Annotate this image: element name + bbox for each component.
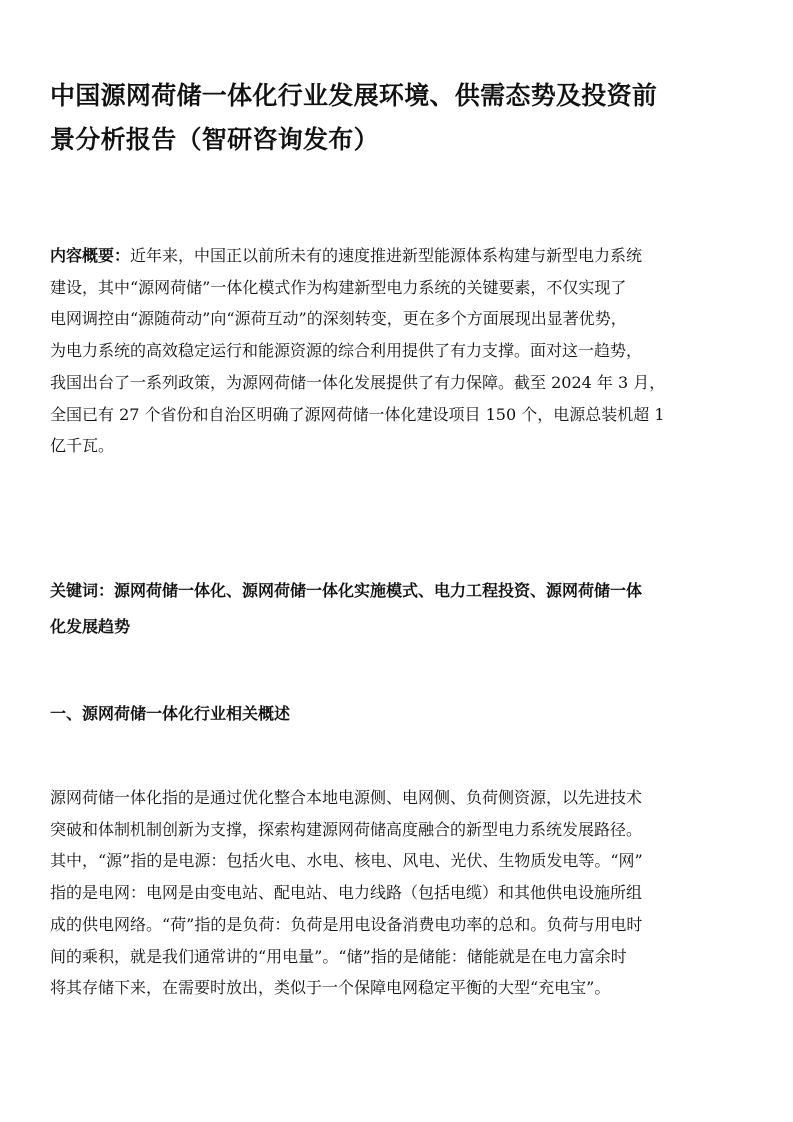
section-1-line-7: 将其存储下来，在需要时放出，类似于一个保障电网稳定平衡的大型“充电宝”。	[50, 978, 611, 998]
summary-line-1-text: 近年来，中国正以前所未有的速度推进新型能源体系构建与新型电力系统	[130, 246, 643, 265]
section-1-paragraph	[50, 782, 750, 1004]
title-line-2: 景分析报告（智研咨询发布）	[50, 125, 379, 154]
summary-line-5: 我国出台了一系列政策，为源网荷储一体化发展提供了有力保障。截至 2024 年 3 月，	[50, 372, 666, 392]
section-1-line-3: 其中，“源”指的是电源：包括火电、水电、核电、风电、光伏、生物质发电等。“网”	[50, 851, 643, 871]
section-1-line-5: 成的供电网络。“荷”指的是负荷：负荷是用电设备消费电功率的总和。负荷与用电时	[50, 914, 643, 934]
summary-line-3: 电网调控由“源随荷动”向“源荷互动”的深刻转变，更在多个方面展现出显著优势，	[50, 309, 627, 329]
title-line-1: 中国源网荷储一体化行业发展环境、供需态势及投资前	[50, 81, 658, 110]
summary-line-6: 全国已有 27 个省份和自治区明确了源网荷储一体化建设项目 150 个，电源总装机超 1	[50, 404, 665, 424]
summary-label: 内容概要：	[50, 246, 131, 265]
section-1-line-4: 指的是电网：电网是由变电站、配电站、电力线路（包括电缆）和其他供电设施所组	[50, 883, 643, 903]
summary-line-2: 建设，其中“源网荷储”一体化模式作为构建新型电力系统的关键要素，不仅实现了	[50, 277, 627, 297]
summary-line-7: 亿千瓦。	[50, 436, 115, 456]
summary-line-1	[50, 240, 750, 272]
section-1-line-6: 间的乘积，就是我们通常讲的“用电量”。“储”指的是储能：储能就是在电力富余时	[50, 946, 627, 966]
section-1-line-2: 突破和体制机制创新为支撑，探索构建源网荷储高度融合的新型电力系统发展路径。	[50, 819, 643, 839]
keywords-line-1: 关键词：源网荷储一体化、源网荷储一体化实施模式、电力工程投资、源网荷储一体	[50, 581, 643, 600]
summary-paragraph	[50, 240, 750, 462]
section-1-line-1: 源网荷储一体化指的是通过优化整合本地电源侧、电网侧、负荷侧资源，以先进技术	[50, 788, 643, 807]
summary-line-4: 为电力系统的高效稳定运行和能源资源的综合利用提供了有力支撑。面对这一趋势，	[50, 341, 643, 361]
keywords-paragraph	[50, 573, 750, 645]
keywords-line-2: 化发展趋势	[50, 617, 131, 636]
document-title	[50, 74, 750, 162]
section-heading-1: 一、源网荷储一体化行业相关概述	[50, 704, 291, 723]
